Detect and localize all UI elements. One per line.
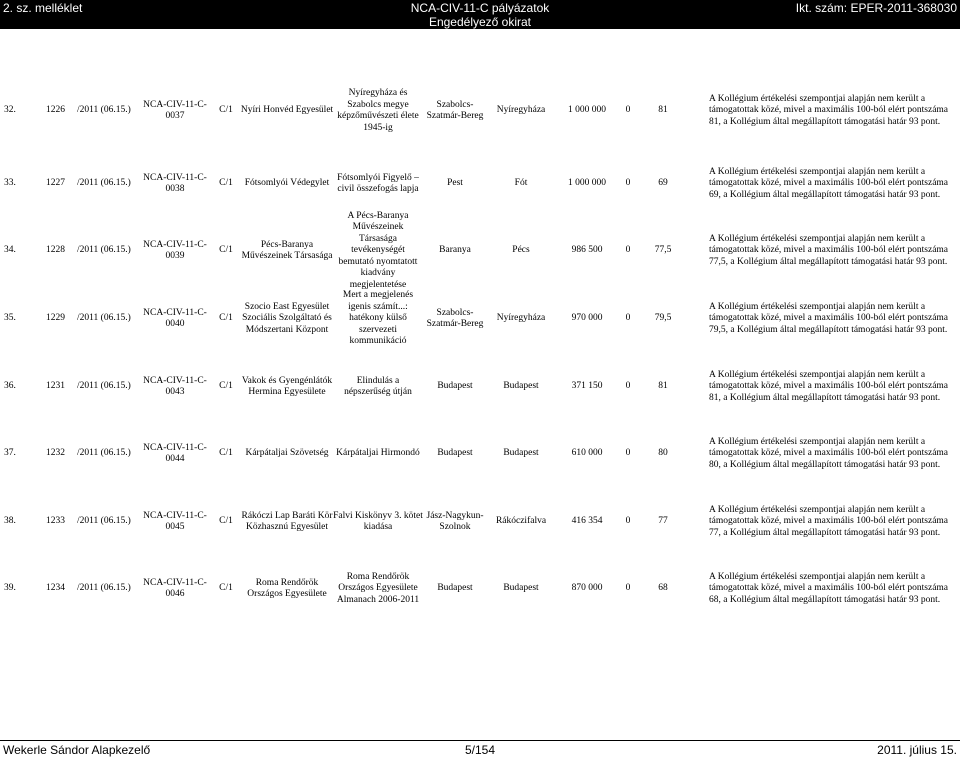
granted-amount-text: 0 bbox=[625, 583, 631, 594]
city bbox=[488, 153, 554, 215]
application-code bbox=[140, 73, 210, 149]
applicant-name-text: Nyíri Honvéd Egyesület bbox=[240, 105, 334, 116]
category-code bbox=[214, 288, 238, 350]
applicant-name bbox=[240, 356, 334, 418]
row-number bbox=[4, 153, 30, 215]
row-number-text: 37. bbox=[4, 448, 16, 459]
registration-number-text: 1232 bbox=[46, 448, 65, 459]
applicant-name-text: Vakok és Gyengénlátók Hermina Egyesülete bbox=[241, 375, 333, 397]
score bbox=[638, 288, 688, 350]
city-text: Budapest bbox=[503, 448, 539, 459]
row-number bbox=[4, 558, 30, 620]
score-text: 69 bbox=[658, 178, 668, 189]
application-code-text: NCA-CIV-11-C-0037 bbox=[143, 99, 207, 121]
category-code-text: C/1 bbox=[219, 313, 233, 324]
city-text: Pécs bbox=[512, 245, 530, 256]
rejection-reason-text: A Kollégium értékelési szempontjai alapján nem került a támogatottak közé, mivel a maximális 100-ból elért pontszáma 81, a Kollégium által megállapított támogatási határ 93 pont. bbox=[709, 93, 949, 127]
row-number-text: 39. bbox=[4, 583, 16, 594]
city-text: Fót bbox=[514, 178, 528, 189]
page-number: 5/154 bbox=[464, 743, 496, 757]
registration-number bbox=[46, 153, 76, 215]
rejection-reason bbox=[709, 423, 955, 485]
registration-date bbox=[77, 153, 139, 215]
application-code bbox=[140, 423, 210, 485]
registration-date bbox=[77, 558, 139, 620]
city bbox=[488, 356, 554, 418]
application-code bbox=[140, 491, 210, 553]
requested-amount-text: 416 354 bbox=[571, 516, 603, 527]
footer-date: 2011. július 15. bbox=[877, 743, 957, 757]
application-code-text: NCA-CIV-11-C-0039 bbox=[143, 239, 207, 261]
registration-number bbox=[46, 423, 76, 485]
header-title-line2: Engedélyező okirat bbox=[428, 15, 532, 29]
row-number-text: 38. bbox=[4, 516, 16, 527]
rejection-reason bbox=[709, 73, 955, 149]
requested-amount bbox=[555, 153, 619, 215]
score-text: 77,5 bbox=[654, 245, 672, 256]
category-code-text: C/1 bbox=[219, 245, 233, 256]
county-text: Budapest bbox=[437, 381, 473, 392]
category-code bbox=[214, 423, 238, 485]
rejection-reason-text: A Kollégium értékelési szempontjai alapján nem került a támogatottak közé, mivel a maximális 100-ból elért pontszáma 77, a Kollégium által megállapított támogatási határ 93 pont. bbox=[709, 504, 949, 538]
row-number-text: 36. bbox=[4, 381, 16, 392]
registration-date-text: /2011 (06.15.) bbox=[77, 448, 131, 459]
file-number: Ikt. szám: EPER-2011-368030 bbox=[795, 1, 957, 15]
project-title-text: Elindulás a népszerűség útján bbox=[344, 375, 412, 397]
requested-amount-text: 610 000 bbox=[571, 448, 603, 459]
requested-amount bbox=[555, 288, 619, 350]
score bbox=[638, 73, 688, 149]
registration-number-text: 1226 bbox=[46, 105, 65, 116]
granted-amount bbox=[620, 288, 636, 350]
annex-label: 2. sz. melléklet bbox=[3, 1, 83, 15]
category-code bbox=[214, 491, 238, 553]
granted-amount-text: 0 bbox=[625, 516, 631, 527]
page-header bbox=[0, 0, 960, 29]
category-code bbox=[214, 73, 238, 149]
project-title-text: Roma Rendőrök Országos Egyesülete Almanach 2006-2011 bbox=[336, 571, 420, 605]
category-code-text: C/1 bbox=[219, 448, 233, 459]
rejection-reason-text: A Kollégium értékelési szempontjai alapján nem került a támogatottak közé, mivel a maximális 100-ból elért pontszáma 68, a Kollégium által megállapított támogatási határ 93 pont. bbox=[709, 571, 949, 605]
granted-amount bbox=[620, 356, 636, 418]
table-row bbox=[0, 423, 960, 485]
rejection-reason bbox=[709, 220, 955, 282]
requested-amount bbox=[555, 73, 619, 149]
application-code-text: NCA-CIV-11-C-0046 bbox=[143, 577, 207, 599]
registration-date-text: /2011 (06.15.) bbox=[77, 105, 131, 116]
application-code bbox=[140, 356, 210, 418]
applicant-name-text: Rákóczi Lap Baráti Kör Közhasznú Egyesület bbox=[241, 510, 333, 532]
project-title-text: Nyíregyháza és Szabolcs megye képzőművészeti élete 1945-ig bbox=[337, 88, 419, 133]
project-title-text: Fótsomlyói Figyelő – civil összefogás lapja bbox=[337, 172, 419, 194]
registration-date bbox=[77, 220, 139, 282]
project-title bbox=[333, 153, 423, 215]
county-text: Pest bbox=[447, 178, 463, 189]
rejection-reason-text: A Kollégium értékelési szempontjai alapján nem került a támogatottak közé, mivel a maximális 100-ból elért pontszáma 79,5, a Kollégium által megállapított támogatási határ 93 pont. bbox=[709, 301, 949, 335]
row-number-text: 35. bbox=[4, 313, 16, 324]
requested-amount bbox=[555, 220, 619, 282]
county-text: Budapest bbox=[437, 583, 473, 594]
row-number-text: 33. bbox=[4, 178, 16, 189]
county-text: Budapest bbox=[437, 448, 473, 459]
granted-amount-text: 0 bbox=[625, 313, 631, 324]
score bbox=[638, 423, 688, 485]
rejection-reason-text: A Kollégium értékelési szempontjai alapján nem került a támogatottak közé, mivel a maximális 100-ból elért pontszáma 77,5, a Kollégium által megállapított támogatási határ 93 pont. bbox=[709, 233, 949, 267]
row-number-text: 32. bbox=[4, 105, 16, 116]
applicant-name-text: Szocio East Egyesület Szociális Szolgáltató és Módszertani Központ bbox=[242, 301, 332, 335]
row-number-text: 34. bbox=[4, 245, 16, 256]
category-code-text: C/1 bbox=[219, 381, 233, 392]
application-code bbox=[140, 558, 210, 620]
granted-amount bbox=[620, 423, 636, 485]
registration-number-text: 1233 bbox=[46, 516, 65, 527]
category-code bbox=[214, 153, 238, 215]
registration-number-text: 1234 bbox=[46, 583, 65, 594]
granted-amount-text: 0 bbox=[625, 105, 631, 116]
granted-amount bbox=[620, 491, 636, 553]
score bbox=[638, 491, 688, 553]
applicant-name bbox=[240, 423, 334, 485]
applicant-name-text: Pécs-Baranya Művészeinek Társasága bbox=[241, 239, 333, 261]
county-text: Szabolcs-Szatmár-Bereg bbox=[426, 307, 484, 329]
city bbox=[488, 423, 554, 485]
row-number bbox=[4, 491, 30, 553]
granted-amount-text: 0 bbox=[625, 448, 631, 459]
table-row bbox=[0, 491, 960, 553]
category-code-text: C/1 bbox=[219, 105, 233, 116]
granted-amount bbox=[620, 153, 636, 215]
registration-number bbox=[46, 73, 76, 149]
project-title bbox=[333, 73, 423, 149]
row-number bbox=[4, 288, 30, 350]
score-text: 81 bbox=[658, 105, 668, 116]
county bbox=[424, 288, 486, 350]
score-text: 81 bbox=[658, 381, 668, 392]
project-title bbox=[333, 288, 423, 350]
project-title bbox=[333, 558, 423, 620]
registration-number-text: 1231 bbox=[46, 381, 65, 392]
applicant-name-text: Kárpátaljai Szövetség bbox=[245, 448, 329, 459]
registration-date-text: /2011 (06.15.) bbox=[77, 516, 131, 527]
application-code-text: NCA-CIV-11-C-0038 bbox=[143, 172, 207, 194]
table-row bbox=[0, 210, 960, 290]
city-text: Budapest bbox=[503, 381, 539, 392]
application-code bbox=[140, 220, 210, 282]
score-text: 79,5 bbox=[654, 313, 672, 324]
applicant-name-text: Roma Rendőrök Országos Egyesülete bbox=[247, 577, 327, 599]
city bbox=[488, 491, 554, 553]
row-number bbox=[4, 356, 30, 418]
city-text: Budapest bbox=[503, 583, 539, 594]
score bbox=[638, 356, 688, 418]
requested-amount bbox=[555, 558, 619, 620]
application-code bbox=[140, 153, 210, 215]
granted-amount bbox=[620, 73, 636, 149]
score bbox=[638, 153, 688, 215]
category-code-text: C/1 bbox=[219, 583, 233, 594]
registration-number bbox=[46, 558, 76, 620]
category-code bbox=[214, 220, 238, 282]
requested-amount-text: 870 000 bbox=[571, 583, 603, 594]
project-title-text: Mert a megjelenés igenis számít...: hatékony külső szervezeti kommunikáció bbox=[342, 290, 414, 347]
applicant-name bbox=[240, 220, 334, 282]
city bbox=[488, 220, 554, 282]
registration-number bbox=[46, 356, 76, 418]
table-row bbox=[0, 558, 960, 620]
registration-number-text: 1228 bbox=[46, 245, 65, 256]
project-title-text: A Pécs-Baranya Művészeinek Társasága tevékenységét bemutató nyomtatott kiadvány megjelentetése bbox=[338, 210, 418, 290]
table-row bbox=[0, 73, 960, 149]
application-code-text: NCA-CIV-11-C-0045 bbox=[143, 510, 207, 532]
county-text: Szabolcs-Szatmár-Bereg bbox=[426, 99, 484, 121]
rejection-reason-text: A Kollégium értékelési szempontjai alapján nem került a támogatottak közé, mivel a maximális 100-ból elért pontszáma 69, a Kollégium által megállapított támogatási határ 93 pont. bbox=[709, 166, 949, 200]
applicant-name bbox=[240, 73, 334, 149]
table-row bbox=[0, 153, 960, 215]
rejection-reason bbox=[709, 288, 955, 350]
county bbox=[424, 423, 486, 485]
category-code-text: C/1 bbox=[219, 178, 233, 189]
city-text: Rákóczifalva bbox=[495, 516, 547, 527]
city-text: Nyíregyháza bbox=[496, 105, 546, 116]
requested-amount-text: 986 500 bbox=[571, 245, 603, 256]
requested-amount-text: 371 150 bbox=[571, 381, 603, 392]
city bbox=[488, 288, 554, 350]
city bbox=[488, 558, 554, 620]
score-text: 77 bbox=[658, 516, 668, 527]
granted-amount bbox=[620, 558, 636, 620]
application-code-text: NCA-CIV-11-C-0040 bbox=[143, 307, 207, 329]
applicant-name bbox=[240, 288, 334, 350]
rejection-reason-text: A Kollégium értékelési szempontjai alapján nem került a támogatottak közé, mivel a maximális 100-ból elért pontszáma 80, a Kollégium által megállapított támogatási határ 93 pont. bbox=[709, 436, 949, 470]
rejection-reason bbox=[709, 558, 955, 620]
requested-amount-text: 1 000 000 bbox=[568, 178, 606, 189]
page-footer bbox=[0, 740, 960, 759]
applicant-name bbox=[240, 558, 334, 620]
application-code bbox=[140, 288, 210, 350]
registration-date-text: /2011 (06.15.) bbox=[77, 583, 131, 594]
granted-amount-text: 0 bbox=[625, 245, 631, 256]
rejection-reason bbox=[709, 356, 955, 418]
registration-date-text: /2011 (06.15.) bbox=[77, 381, 131, 392]
registration-date-text: /2011 (06.15.) bbox=[77, 178, 131, 189]
project-title bbox=[333, 423, 423, 485]
project-title-text: Falvi Kiskönyv 3. kötet kiadása bbox=[333, 510, 423, 532]
registration-date bbox=[77, 73, 139, 149]
rejection-reason bbox=[709, 153, 955, 215]
requested-amount bbox=[555, 491, 619, 553]
footer-organization: Wekerle Sándor Alapkezelő bbox=[3, 743, 151, 757]
score bbox=[638, 558, 688, 620]
registration-date bbox=[77, 423, 139, 485]
city-text: Nyíregyháza bbox=[496, 313, 546, 324]
granted-amount-text: 0 bbox=[625, 178, 631, 189]
granted-amount-text: 0 bbox=[625, 381, 631, 392]
registration-date bbox=[77, 491, 139, 553]
table-row bbox=[0, 288, 960, 350]
county bbox=[424, 153, 486, 215]
applicant-name bbox=[240, 491, 334, 553]
project-title-text: Kárpátaljai Hirmondó bbox=[336, 448, 420, 459]
header-title-line1: NCA-CIV-11-C pályázatok bbox=[410, 1, 550, 15]
county bbox=[424, 558, 486, 620]
application-code-text: NCA-CIV-11-C-0043 bbox=[143, 375, 207, 397]
category-code bbox=[214, 356, 238, 418]
registration-number-text: 1227 bbox=[46, 178, 65, 189]
city bbox=[488, 73, 554, 149]
rejection-reason bbox=[709, 491, 955, 553]
registration-date bbox=[77, 356, 139, 418]
registration-number bbox=[46, 491, 76, 553]
county bbox=[424, 220, 486, 282]
county-text: Jász-Nagykun-Szolnok bbox=[426, 510, 484, 532]
application-code-text: NCA-CIV-11-C-0044 bbox=[143, 442, 207, 464]
score bbox=[638, 220, 688, 282]
rejection-reason-text: A Kollégium értékelési szempontjai alapján nem került a támogatottak közé, mivel a maximális 100-ból elért pontszáma 81, a Kollégium által megállapított támogatási határ 93 pont. bbox=[709, 369, 949, 403]
score-text: 80 bbox=[658, 448, 668, 459]
county bbox=[424, 356, 486, 418]
registration-number-text: 1229 bbox=[46, 313, 65, 324]
row-number bbox=[4, 423, 30, 485]
registration-date-text: /2011 (06.15.) bbox=[77, 313, 131, 324]
requested-amount bbox=[555, 356, 619, 418]
registration-date-text: /2011 (06.15.) bbox=[77, 245, 131, 256]
score-text: 68 bbox=[658, 583, 668, 594]
table-row bbox=[0, 356, 960, 418]
project-title bbox=[333, 210, 423, 290]
requested-amount-text: 1 000 000 bbox=[568, 105, 606, 116]
county-text: Baranya bbox=[439, 245, 471, 256]
applicant-name bbox=[240, 153, 334, 215]
requested-amount bbox=[555, 423, 619, 485]
row-number bbox=[4, 73, 30, 149]
row-number bbox=[4, 220, 30, 282]
category-code bbox=[214, 558, 238, 620]
applicant-name-text: Fótsomlyói Védegylet bbox=[244, 178, 330, 189]
project-title bbox=[333, 356, 423, 418]
granted-amount bbox=[620, 220, 636, 282]
county bbox=[424, 73, 486, 149]
registration-number bbox=[46, 220, 76, 282]
registration-number bbox=[46, 288, 76, 350]
requested-amount-text: 970 000 bbox=[571, 313, 603, 324]
county bbox=[424, 491, 486, 553]
registration-date bbox=[77, 288, 139, 350]
category-code-text: C/1 bbox=[219, 516, 233, 527]
project-title bbox=[333, 491, 423, 553]
